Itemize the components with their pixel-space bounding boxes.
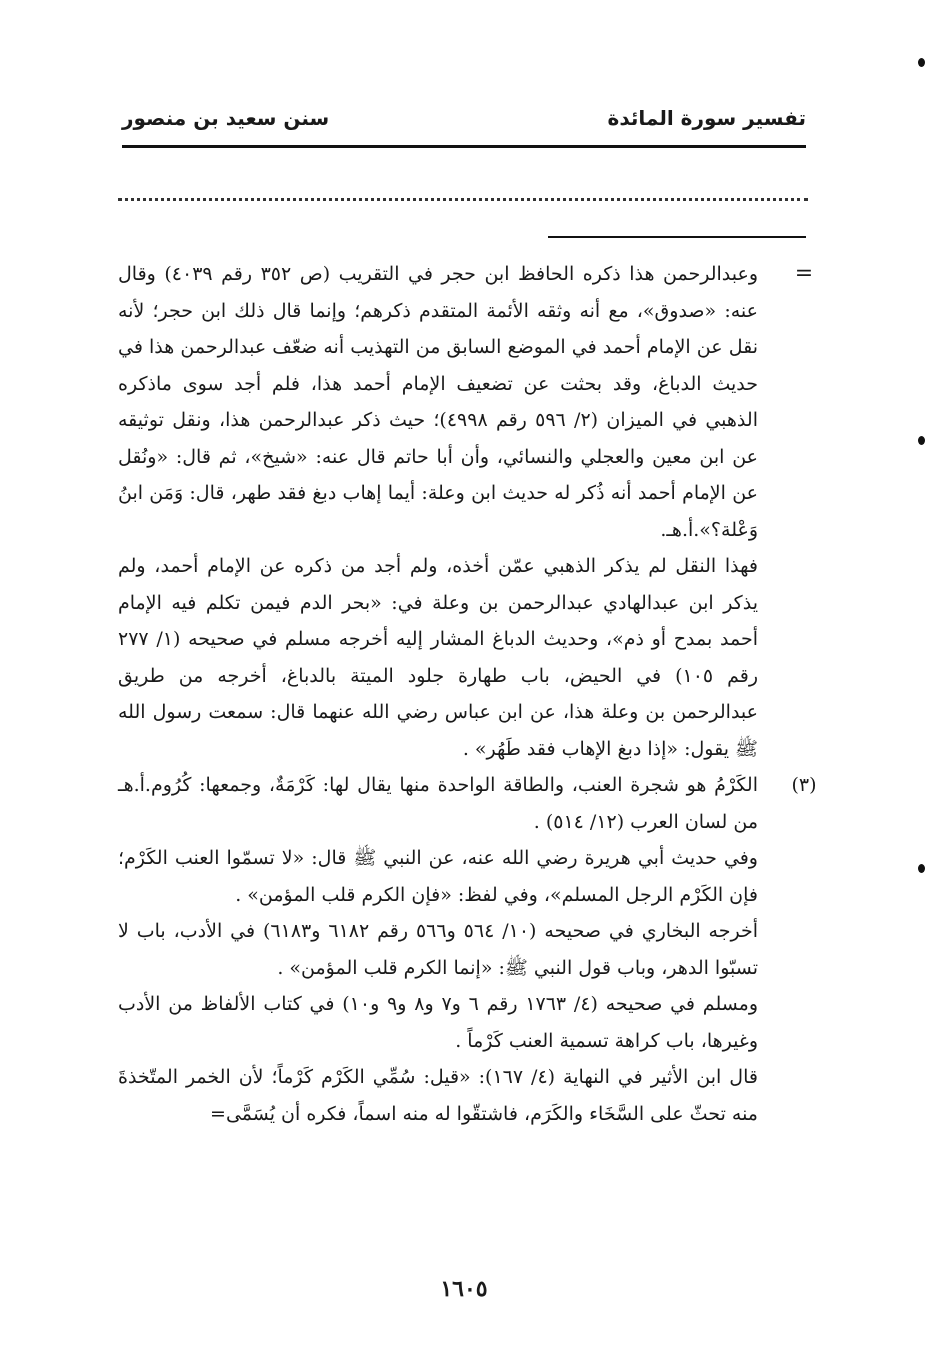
footnote-paragraph: فهذا النقل لم يذكر الذهبي عمّن أخذه، ولم أجد من ذكره عن الإمام أحمد، ولم يذكر ابن عبدالهادي عبدالرحمن بن وعلة في: «بحر الدم فيمن تكلم فيه الإمام أحمد بمدح أو ذم»، وحديث الدباغ المشار إليه أخرجه مسلم في صحيحه (١/ ٢٧٧ رقم ١٠٥) في الحيض، باب طهارة جلود الميتة بالدباغ، أخرجه من طريق عبدالرحمن بن وعلة هذا، عن ابن عباس رضي الله عنهما قال: سمعت رسول الله ﷺ يقول: «إذا دبغ الإهاب فقد طَهُر» . xyxy=(118,555,758,760)
footnote-paragraph: أخرجه البخاري في صحيحه (١٠/ ٥٦٤ و٥٦٦ رقم ٦١٨٢ و٦١٨٣) في الأدب، باب لا تسبّوا الدهر، وباب قول النبي ﷺ: «إنما الكرم قلب المؤمن» . xyxy=(118,920,758,979)
book-title: سنن سعيد بن منصور xyxy=(122,106,330,130)
footnote-paragraph: قال ابن الأثير في النهاية (٤/ ١٦٧): «قيل: سُمِّي الكَرْم كَرْماً؛ لأن الخمر المتّخذةَ منه تحثّ على السَّخَاء والكَرَم، فاشتقّوا له منه اسماً، فكره أن يُسَمَّى= xyxy=(118,1066,758,1125)
surah-title: تفسير سورة المائدة xyxy=(607,106,806,130)
scan-edge-mark xyxy=(918,864,925,873)
page-number: ١٦٠٥ xyxy=(440,1276,488,1302)
continuation-marker: = xyxy=(794,261,814,286)
footnote-continuation xyxy=(118,256,814,767)
footnotes-block xyxy=(118,256,817,1132)
footnote-separator xyxy=(548,236,806,238)
dotted-separator xyxy=(118,198,808,201)
footnote-paragraph: وعبدالرحمن هذا ذكره الحافظ ابن حجر في التقريب (ص ٣٥٢ رقم ٤٠٣٩) وقال عنه: «صدوق»، مع أنه وثقه الأئمة المتقدم ذكرهم؛ وإنما قال ذلك ابن حجر؛ لأنه نقل عن الإمام أحمد في الموضع السابق من التهذيب أنه ضعّف عبدالرحمن هذا في حديث الدباغ، وقد بحثت عن تضعيف الإمام أحمد هذا، فلم أجد سوى ماذكره الذهبي في الميزان (٢/ ٥٩٦ رقم ٤٩٩٨)؛ حيث ذكر عبدالرحمن هذا، ونقل توثيقه عن ابن معين والعجلي والنسائي، وأن أبا حاتم قال عنه: «شيخ»، ثم قال: «ونُقل عن الإمام أحمد أنه ذُكر له حديث ابن وعلة: أيما إهاب دبغ فقد طهر، قال: وَمَن ابنُ وَعْلة؟».أ.هـ. xyxy=(118,263,758,541)
footnote-number: (٣) xyxy=(791,774,817,796)
scan-edge-mark xyxy=(918,58,925,67)
running-header xyxy=(122,98,806,138)
scan-edge-mark xyxy=(918,436,925,445)
footnote-3 xyxy=(118,767,817,1132)
footnote-paragraph: ومسلم في صحيحه (٤/ ١٧٦٣ رقم ٦ و٧ و٨ و٩ و١٠) في كتاب الألفاظ من الأدب وغيرها، باب كراهة تسمية العنب كَرْماً . xyxy=(118,993,759,1052)
header-rule xyxy=(122,145,806,148)
footnote-paragraph: الكَرْمُ هو شجرة العنب، والطاقة الواحدة منها يقال لها: كَرْمَةٌ، وجمعها: كُرُوم.أ.هـ من لسان العرب (١٢/ ٥١٤) . xyxy=(118,774,758,833)
footnote-paragraph: وفي حديث أبي هريرة رضي الله عنه، عن النبي ﷺ قال: «لا تسمّوا العنب الكَرْم؛ فإن الكَرْم الرجل المسلم»، وفي لفظ: «فإن الكرم قلب المؤمن» . xyxy=(118,847,758,906)
